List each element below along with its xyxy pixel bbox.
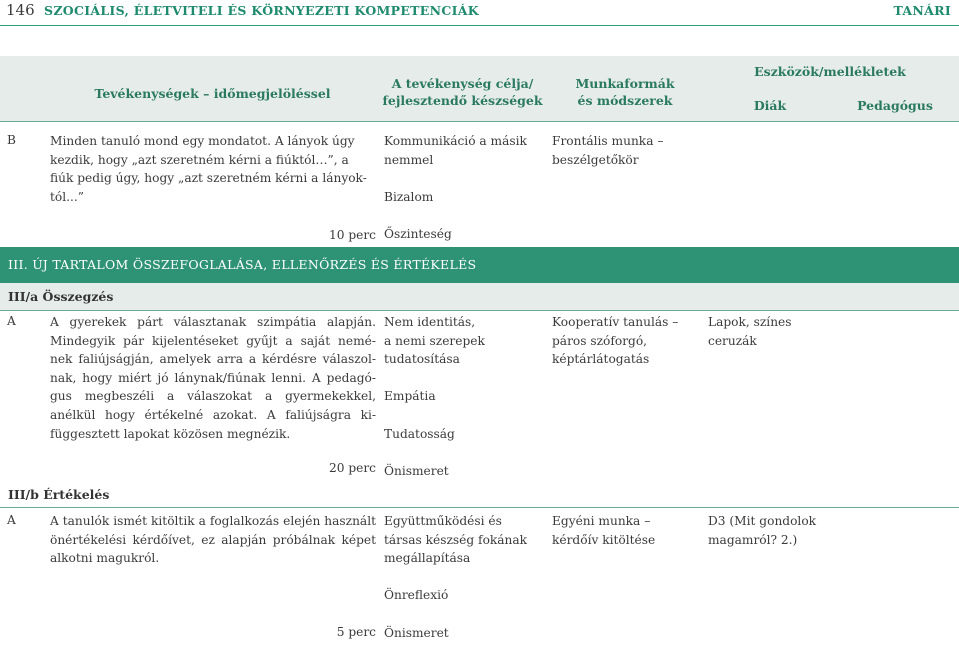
spacer bbox=[384, 169, 544, 188]
activity-line: nek faliújságján, amelyek arra a kérdésre válaszol- bbox=[50, 352, 376, 367]
tool-item: magamról? 2.) bbox=[708, 532, 798, 547]
activity-time: 5 perc bbox=[336, 625, 376, 639]
activity-line: Minden tanuló mond egy mondatot. A lányok úgy bbox=[50, 134, 355, 148]
goal-item: Kommunikáció a másik bbox=[384, 134, 527, 148]
goal-item: Önismeret bbox=[384, 625, 449, 640]
method-item: Frontális munka – bbox=[552, 134, 664, 148]
activity-line: kezdik, hogy „azt szeretném kérni a fiúktól…”, a bbox=[50, 152, 349, 167]
method-item: kérdőív kitöltése bbox=[552, 532, 656, 547]
header-methods-line2: és módszerek bbox=[577, 93, 673, 108]
activity-line: anélkül hogy értékelné azokat. A faliújságra ki- bbox=[50, 407, 376, 422]
goal-item: tudatosítása bbox=[384, 352, 460, 367]
activity-time: 10 perc bbox=[328, 228, 376, 242]
goals-list bbox=[384, 512, 544, 642]
method-item: beszélgetőkör bbox=[552, 152, 639, 167]
activity-description bbox=[50, 132, 376, 206]
activity-line: alkotni magukról. bbox=[50, 551, 160, 566]
spacer bbox=[384, 605, 544, 624]
page-header bbox=[0, 0, 959, 26]
goal-item: Tudatosság bbox=[384, 426, 455, 441]
goal-item: megállapítása bbox=[384, 551, 471, 566]
header-tools-student: Diák bbox=[753, 98, 787, 113]
activity-line: függesztett lapokat közösen megnézik. bbox=[50, 426, 291, 441]
subsection-band bbox=[0, 283, 959, 310]
goal-item: a nemi szerepek bbox=[384, 333, 485, 348]
method-item: páros szóforgó, bbox=[552, 333, 648, 348]
student-tools bbox=[708, 512, 838, 549]
activity-line: fiúk pedig úgy, hogy „azt szeretném kérni a lányok- bbox=[50, 171, 367, 186]
spacer bbox=[384, 406, 544, 425]
method-item: Egyéni munka – bbox=[552, 514, 651, 528]
spacer bbox=[384, 206, 544, 225]
chapter-title: SZOCIÁLIS, ÉLETVITELI ÉS KÖRNYEZETI KOMPETENCIÁK bbox=[44, 3, 479, 18]
goal-item: társas készség fokának bbox=[384, 532, 528, 547]
goal-item: Önismeret bbox=[384, 463, 449, 478]
goal-item: Együttműködési és bbox=[384, 514, 502, 528]
methods-list bbox=[552, 313, 702, 369]
goal-item: Bizalom bbox=[384, 189, 434, 204]
row-letter: A bbox=[7, 314, 16, 328]
activity-line: tól...” bbox=[50, 189, 84, 204]
header-goals-line2: fejlesztendő készségek bbox=[382, 93, 543, 108]
section-title: III. ÚJ TARTALOM ÖSSZEFOGLALÁSA, ELLENŐRZÉS ÉS ÉRTÉKELÉS bbox=[8, 257, 477, 272]
goal-item: Önreflexió bbox=[384, 588, 449, 603]
goals-list bbox=[384, 132, 544, 244]
goal-item: Empátia bbox=[384, 389, 436, 404]
subsection-title: III/b Értékelés bbox=[8, 487, 110, 502]
methods-list bbox=[552, 132, 702, 169]
goal-item: Nem identitás, bbox=[384, 315, 476, 329]
page-number: 146 bbox=[6, 1, 35, 19]
row-letter: B bbox=[7, 133, 16, 147]
audience-label: TANÁRI bbox=[893, 3, 951, 18]
method-item: Kooperatív tanulás – bbox=[552, 315, 679, 329]
spacer bbox=[384, 443, 544, 462]
activity-line: A tanulók ismét kitöltik a foglalkozás elején használt bbox=[50, 514, 376, 528]
header-methods-line1: Munkaformák bbox=[575, 76, 675, 91]
goals-list bbox=[384, 313, 544, 480]
tool-item: D3 (Mit gondolok bbox=[708, 514, 817, 528]
activity-description bbox=[50, 512, 376, 568]
tool-item: Lapok, színes bbox=[708, 315, 792, 329]
header-rule bbox=[0, 25, 959, 26]
subsection-rule bbox=[0, 507, 959, 508]
activity-line: nak, hogy miért jó lánynak/fiúnak lenni. A pedagó- bbox=[50, 370, 376, 385]
activity-line: Mindegyik pár kijelentéseket gyűjt a saját nemé- bbox=[50, 333, 376, 348]
spacer bbox=[384, 568, 544, 587]
header-tools-teacher: Pedagógus bbox=[857, 98, 933, 113]
header-activities: Tevékenységek – időmegjelöléssel bbox=[94, 86, 331, 101]
activity-description bbox=[50, 313, 376, 443]
activity-line: gus megbeszéli a válaszokat a gyermekekkel, bbox=[50, 389, 376, 404]
goal-item: Őszinteség bbox=[384, 226, 452, 241]
row-letter: A bbox=[7, 513, 16, 527]
method-item: képtárlátogatás bbox=[552, 352, 650, 367]
activity-line: önértékelési kérdőívet, ez alapján próbálnak képet bbox=[50, 532, 376, 547]
activity-time: 20 perc bbox=[328, 461, 376, 475]
activity-line: A gyerekek párt választanak szimpátia alapján. bbox=[50, 315, 376, 329]
subsection-title: III/a Összegzés bbox=[8, 289, 114, 304]
student-tools bbox=[708, 313, 833, 350]
tool-item: ceruzák bbox=[708, 333, 757, 348]
header-methods bbox=[545, 75, 705, 109]
header-goals bbox=[380, 75, 545, 109]
table-header-rule bbox=[0, 121, 959, 122]
goal-item: nemmel bbox=[384, 152, 434, 167]
header-goals-line1: A tevékenység célja/ bbox=[391, 76, 534, 91]
subsection-rule bbox=[0, 310, 959, 311]
spacer bbox=[384, 369, 544, 388]
header-tools: Eszközök/mellékletek bbox=[754, 64, 906, 79]
methods-list bbox=[552, 512, 702, 549]
